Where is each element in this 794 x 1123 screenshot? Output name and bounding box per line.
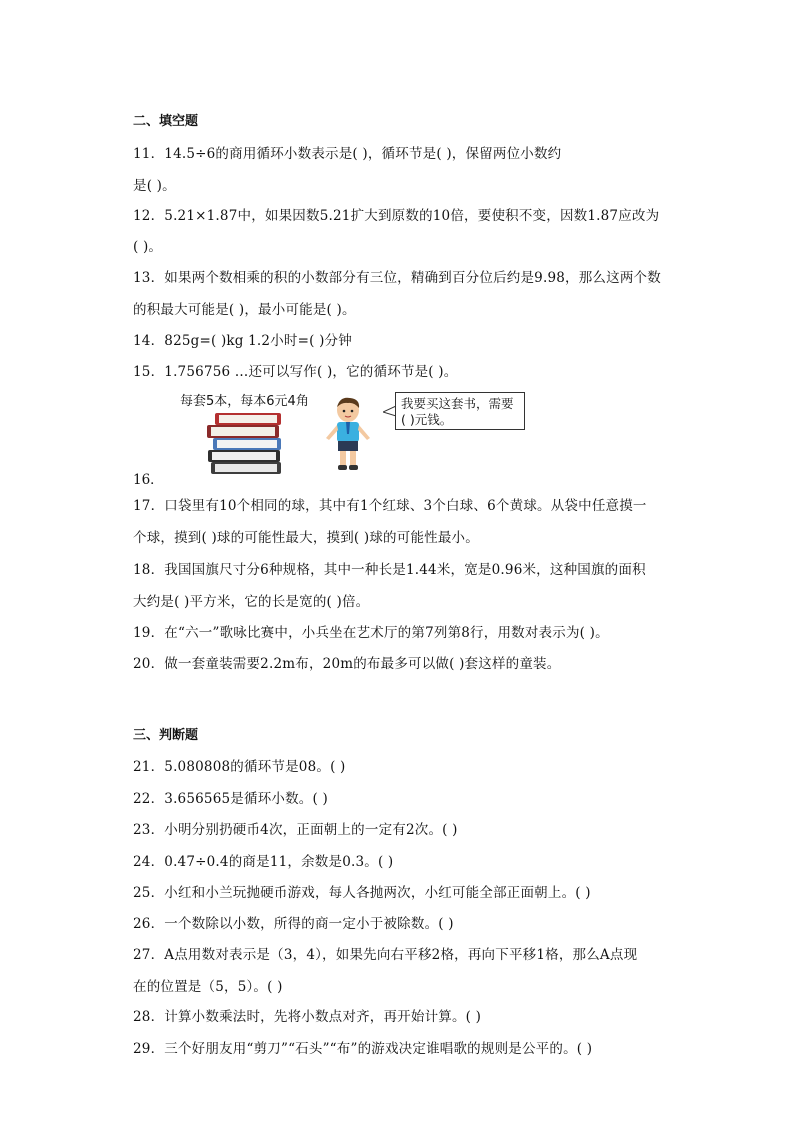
question-29: 29．三个好朋友用“剪刀”“石头”“布”的游戏决定谁唱歌的规则是公平的。( ) bbox=[133, 1041, 593, 1057]
bubble-line-1: 我要买这套书，需要 bbox=[401, 396, 514, 411]
section-title-judge: 三、判断题 bbox=[133, 728, 199, 743]
question-28: 28．计算小数乘法时，先将小数点对齐，再开始计算。( ) bbox=[133, 1009, 482, 1025]
question-16-figure bbox=[133, 386, 553, 486]
question-25: 25．小红和小兰玩抛硬币游戏，每人各抛两次，小红可能全部正面朝上。( ) bbox=[133, 885, 591, 901]
question-21: 21．5.080808的循环节是08。( ) bbox=[133, 759, 346, 775]
question-18-line-1: 18．我国国旗尺寸分6种规格，其中一种长是1.44米，宽是0.96米，这种国旗的面积 bbox=[133, 562, 646, 578]
question-13-line-1: 13．如果两个数相乘的积的小数部分有三位，精确到百分位后约是9.98，那么这两个数 bbox=[133, 270, 661, 286]
bubble-line-2: ( )元钱。 bbox=[401, 412, 453, 427]
section-title-fill-in: 二、填空题 bbox=[133, 114, 199, 129]
question-24: 24．0.47÷0.4的商是11，余数是0.3。( ) bbox=[133, 854, 394, 870]
question-26: 26．一个数除以小数，所得的商一定小于被除数。( ) bbox=[133, 916, 454, 932]
question-17-line-1: 17．口袋里有10个相同的球，其中有1个红球、3个白球、6个黄球。从袋中任意摸一 bbox=[133, 498, 647, 514]
question-16-number: 16． bbox=[133, 472, 164, 488]
question-12-line-1: 12．5.21×1.87中，如果因数5.21扩大到原数的10倍，要使积不变，因数1.87应改为 bbox=[133, 208, 660, 224]
question-11-line-2: 是( )。 bbox=[133, 178, 176, 194]
question-23: 23．小明分别扔硬币4次，正面朝上的一定有2次。( ) bbox=[133, 822, 458, 838]
question-22: 22．3.656565是循环小数。( ) bbox=[133, 791, 328, 807]
question-11-line-1: 11．14.5÷6的商用循环小数表示是( )，循环节是( )，保留两位小数约 bbox=[133, 146, 562, 162]
question-19: 19．在“六一”歌咏比赛中，小兵坐在艺术厅的第7列第8行，用数对表示为( )。 bbox=[133, 625, 609, 641]
question-27-line-2: 在的位置是（5，5）。( ) bbox=[133, 979, 283, 995]
question-14: 14．825g=( )kg 1.2小时=( )分钟 bbox=[133, 333, 352, 349]
question-20: 20．做一套童装需要2.2m布，20m的布最多可以做( )套这样的童装。 bbox=[133, 656, 561, 672]
speech-bubble bbox=[395, 392, 525, 430]
question-18-line-2: 大约是( )平方米，它的长是宽的( )倍。 bbox=[133, 594, 370, 610]
figure-caption: 每套5本，每本6元4角 bbox=[180, 394, 309, 409]
question-13-line-2: 的积最大可能是( )，最小可能是( )。 bbox=[133, 302, 356, 318]
question-17-line-2: 个球，摸到( )球的可能性最大，摸到( )球的可能性最小。 bbox=[133, 530, 479, 546]
stack-of-books-icon bbox=[205, 410, 287, 476]
question-15: 15．1.756756 …还可以写作( )，它的循环节是( )。 bbox=[133, 364, 458, 380]
boy-character-icon bbox=[318, 396, 378, 474]
question-27-line-1: 27．A点用数对表示是（3，4），如果先向右平移2格，再向下平移1格，那么A点现 bbox=[133, 947, 638, 963]
question-12-line-2: ( )。 bbox=[133, 239, 163, 255]
